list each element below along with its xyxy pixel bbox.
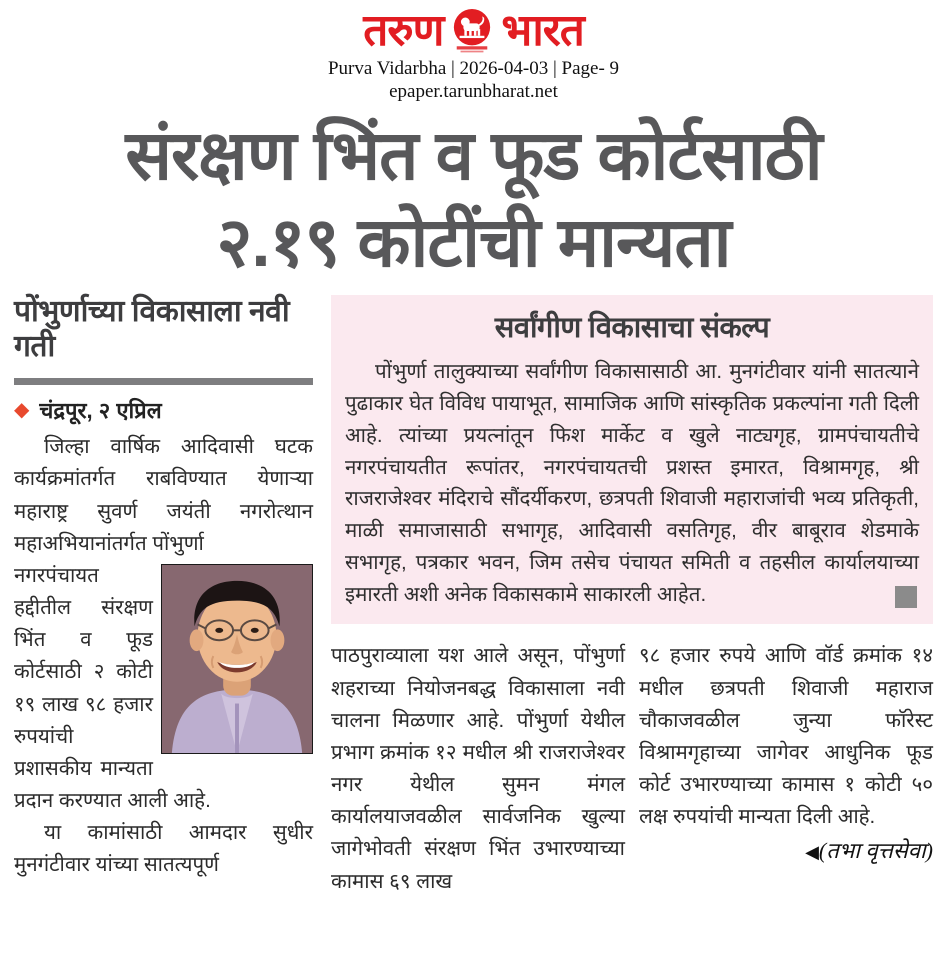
headline-line2: २.१९ कोटींची मान्यता <box>216 204 731 282</box>
paragraph: या कामांसाठी आमदार सुधीर मुनगंटीवार यांच्या सातत्यपूर्ण <box>14 821 313 877</box>
paragraph-text: नगरपंचायत हद्दीतील संरक्षण भिंत व फूड कोर्टसाठी २ कोटी १९ लाख ९८ हजार रुपयांची प्रशासकीय मान्यता प्रदान करण्यात आली आहे. <box>14 563 211 813</box>
lion-emblem-icon <box>451 8 493 54</box>
dateline <box>14 395 313 425</box>
politician-photo <box>161 564 313 754</box>
news-credit <box>639 835 933 865</box>
divider-rule <box>14 378 313 385</box>
diamond-bullet-icon: ◆ <box>14 399 30 422</box>
left-column <box>14 295 313 898</box>
highlight-box <box>331 295 933 624</box>
paragraph-with-photo <box>14 560 313 817</box>
article-body <box>0 295 947 898</box>
article-headline <box>0 117 947 282</box>
left-triangle-icon: ◀ <box>805 842 819 863</box>
headline-line1: संरक्षण भिंत व फूड कोर्टसाठी <box>125 117 822 194</box>
paragraph: जिल्हा वार्षिक आदिवासी घटक कार्यक्रमांतर्गत राबविण्यात येणाऱ्या महाराष्ट्र सुवर्ण जयंती नगरोत्थान महाअभियानांतर्गत पोंभुर्णा <box>14 435 313 555</box>
credit-text: (तभा वृत्तसेवा) <box>818 838 933 864</box>
sub-headline: पोंभुर्णाच्या विकासाला नवी गती <box>14 295 290 363</box>
column-3 <box>639 640 933 897</box>
logo-word-right: भारत <box>501 6 584 55</box>
column-2: पाठपुराव्याला यश आले असून, पोंभुर्णा शहराच्या नियोजनबद्ध विकासाला नवी चालना मिळणार आहे. पोंभुर्णा येथील प्रभाग क्रमांक १२ मधील श्री राजराजेश्वर नगर येथील सुमन मंगल कार्यालयाजवळील सार्वजनिक खुल्या जागेभोवती संरक्षण भिंत उभारण्याच्या कामास ६९ लाख <box>331 644 625 893</box>
highlight-box-heading: सर्वांगीण विकासाचा संकल्प <box>494 312 770 345</box>
end-of-item-square-icon <box>895 586 917 608</box>
newspaper-logo <box>0 8 947 54</box>
edition-date-page: Purva Vidarbha | 2026-04-03 | Page- 9 <box>327 58 620 79</box>
right-column <box>331 295 933 898</box>
logo-word-left: तरुण <box>363 6 444 55</box>
dateline-text: चंद्रपूर, २ एप्रिल <box>39 398 162 424</box>
bottom-columns <box>331 640 933 897</box>
highlight-box-body: पोंभुर्णा तालुक्याच्या सर्वांगीण विकासासाठी आ. मुनगंटीवार यांनी सातत्याने पुढाकार घेत विविध पायाभूत, सामाजिक आणि सांस्कृतिक प्रकल्पांना गती दिली आहे. त्यांच्या प्रयत्नांतून फिश मार्केट व खुले नाट्यगृह, ग्रामपंचायतीचे नगरपंचायतीत रूपांतर, नगरपंचायतची प्रशस्त इमारत, विश्रामगृह, श्री राजराजेश्वर मंदिराचे सौंदर्यीकरण, छत्रपती शिवाजी महाराजांची भव्य प्रतिकृती, माळी समाजासाठी सभागृह, आदिवासी वसतिगृह, वीर बाबूराव शेडमाके सभागृह, पत्रकार भवन, जिम तसेच पंचायत समिती व तहसील कार्यालयाच्या इमारती अशी अनेक विकासकामे साकारली आहेत. <box>345 360 919 606</box>
masthead <box>0 0 947 103</box>
epaper-url: epaper.tarunbharat.net <box>389 81 558 102</box>
column-3-text: ९८ हजार रुपये आणि वॉर्ड क्रमांक १४ मधील छत्रपती शिवाजी महाराज चौकाजवळील जुन्या फॉरेस्ट विश्रामगृहाच्या जागेवर आधुनिक फूड कोर्ट उभारण्याच्या कामास १ कोटी ५० लक्ष रुपयांची मान्यता दिली आहे. <box>639 644 933 829</box>
